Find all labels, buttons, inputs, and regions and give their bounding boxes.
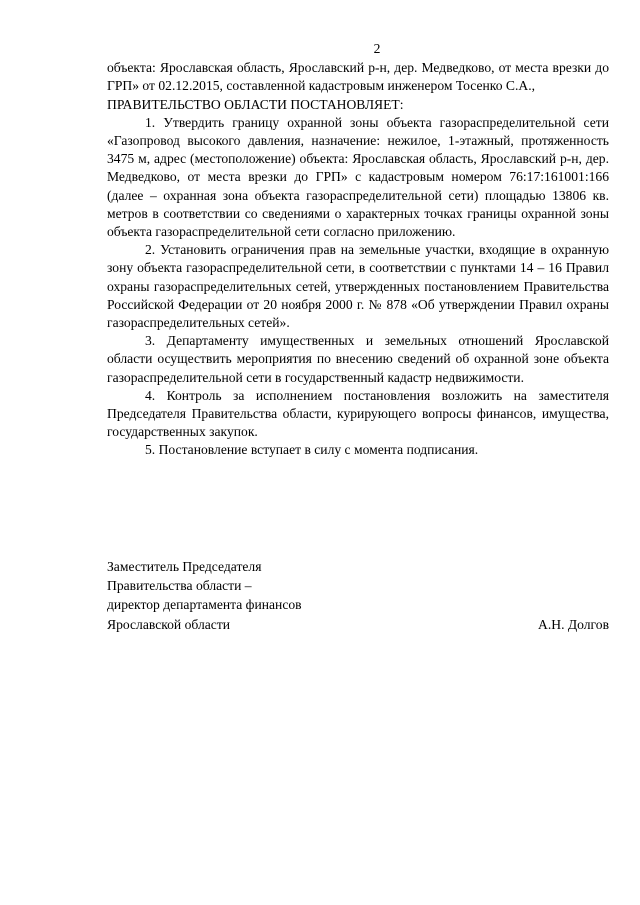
decree-item-4: 4. Контроль за исполнением постановления возложить на заместителя Председателя Правительства области, курирующего вопросы финансов, имущества, государственных закупок. (107, 387, 609, 440)
signature-block (107, 557, 609, 634)
signer-name: А.Н. Долгов (538, 616, 609, 632)
signer-title-line-2: Правительства области – (107, 578, 252, 594)
decree-item-5: 5. Постановление вступает в силу с момента подписания. (145, 442, 479, 458)
document-page (107, 40, 609, 460)
decree-heading: ПРАВИТЕЛЬСТВО ОБЛАСТИ ПОСТАНОВЛЯЕТ: (107, 96, 404, 112)
signer-title-line-3: директор департамента финансов (107, 597, 302, 613)
decree-item-3: 3. Департаменту имущественных и земельных отношений Ярославской области осуществить мероприятия по внесению сведений об охранной зоне объекта газораспределительной сети в государственный кадастр недвижимости. (107, 333, 609, 385)
intro-paragraph: объекта: Ярославская область, Ярославский р-н, дер. Медведково, от места врезки до ГРП» от 02.12.2015, составленной кадастровым инженером Тосенко С.А., (107, 60, 609, 94)
decree-item-2: 2. Установить ограничения прав на земельные участки, входящие в охранную зону объекта газораспределительной сети, в соответствии с пунктами 14 – 16 Правил охраны газораспределительных сетей, утвержденных постановлением Правительства Российской Федерации от 20 ноября 2000 г. № 878 «Об утверждении Правил охраны газораспределительных сетей». (107, 242, 609, 331)
page-number: 2 (373, 41, 381, 56)
signer-title-line-1: Заместитель Председателя (107, 559, 262, 574)
decree-item-1: 1. Утвердить границу охранной зоны объекта газораспределительной сети «Газопровод высокого давления, назначение: нежилое, 1-этажный, протяженность 3475 м, адрес (местоположение) объекта: Ярославская область, Ярославский р-н, дер. Медведково, от места врезки до ГРП» с кадастровым номером 76:17:161001:166 (далее – охранная зона объекта газораспределительной сети) площадью 13806 кв. метров в соответствии со сведениями о характерных точках границы охранной зоны объекта газораспределительной сети согласно приложению. (107, 114, 609, 240)
signer-last-row (107, 615, 609, 634)
signer-title-line-4: Ярославской области (107, 616, 231, 632)
